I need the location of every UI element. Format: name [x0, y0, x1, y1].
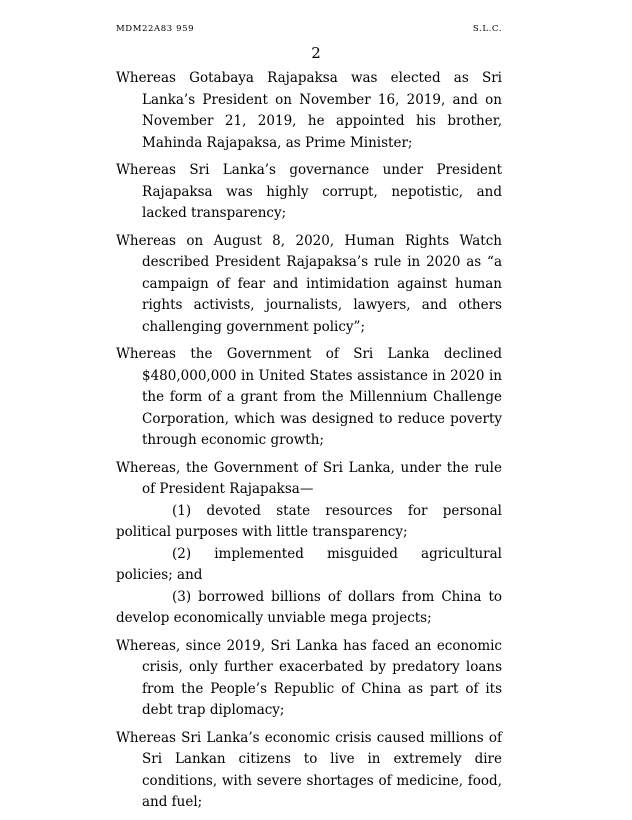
document-body: [116, 68, 502, 820]
whereas-clause: Whereas on August 8, 2020, Human Rights Watch described President Rajapaksa’s rule in 2020 as “a campaign of fear and intimidation against human rights activists, journalists, lawyers, and others challenging government policy”;: [116, 232, 502, 335]
whereas-clause: Whereas, since 2019, Sri Lanka has faced an economic crisis, only further exacerbated by predatory loans from the People’s Republic of China as part of its debt trap diplomacy;: [116, 637, 502, 718]
whereas-clause: Whereas Sri Lanka’s economic crisis caused millions of Sri Lankan citizens to live in extremely dire conditions, with severe shortages of medicine, food, and fuel;: [116, 729, 502, 810]
whereas-clause: Whereas Gotabaya Rajapaksa was elected as Sri Lanka’s President on November 16, 2019, and on November 21, 2019, he appointed his brother, Mahinda Rajapaksa, as Prime Minister;: [116, 70, 502, 151]
whereas-clause: Whereas the Government of Sri Lanka declined $480,000,000 in United States assistance in 2020 in the form of a grant from the Millennium Challenge Corporation, which was designed to reduce poverty through economic growth;: [116, 346, 502, 448]
sub-item: (3) borrowed billions of dollars from China to develop economically unviable mega projects;: [116, 588, 502, 626]
whereas-clause: Whereas Sri Lanka’s governance under President Rajapaksa was highly corrupt, nepotistic, and lacked transparency;: [116, 162, 502, 221]
whereas-clause: Whereas, the Government of Sri Lanka, under the rule of President Rajapaksa—: [116, 459, 502, 497]
sub-item-list: [116, 501, 502, 630]
sub-item: (2) implemented misguided agricultural policies; and: [116, 545, 502, 583]
slc-label: S.L.C.: [472, 24, 502, 34]
document-id: MDM22A83 959: [116, 24, 195, 34]
sub-item: (1) devoted state resources for personal political purposes with little transparency;: [116, 502, 502, 540]
page-number: 2: [311, 44, 321, 62]
